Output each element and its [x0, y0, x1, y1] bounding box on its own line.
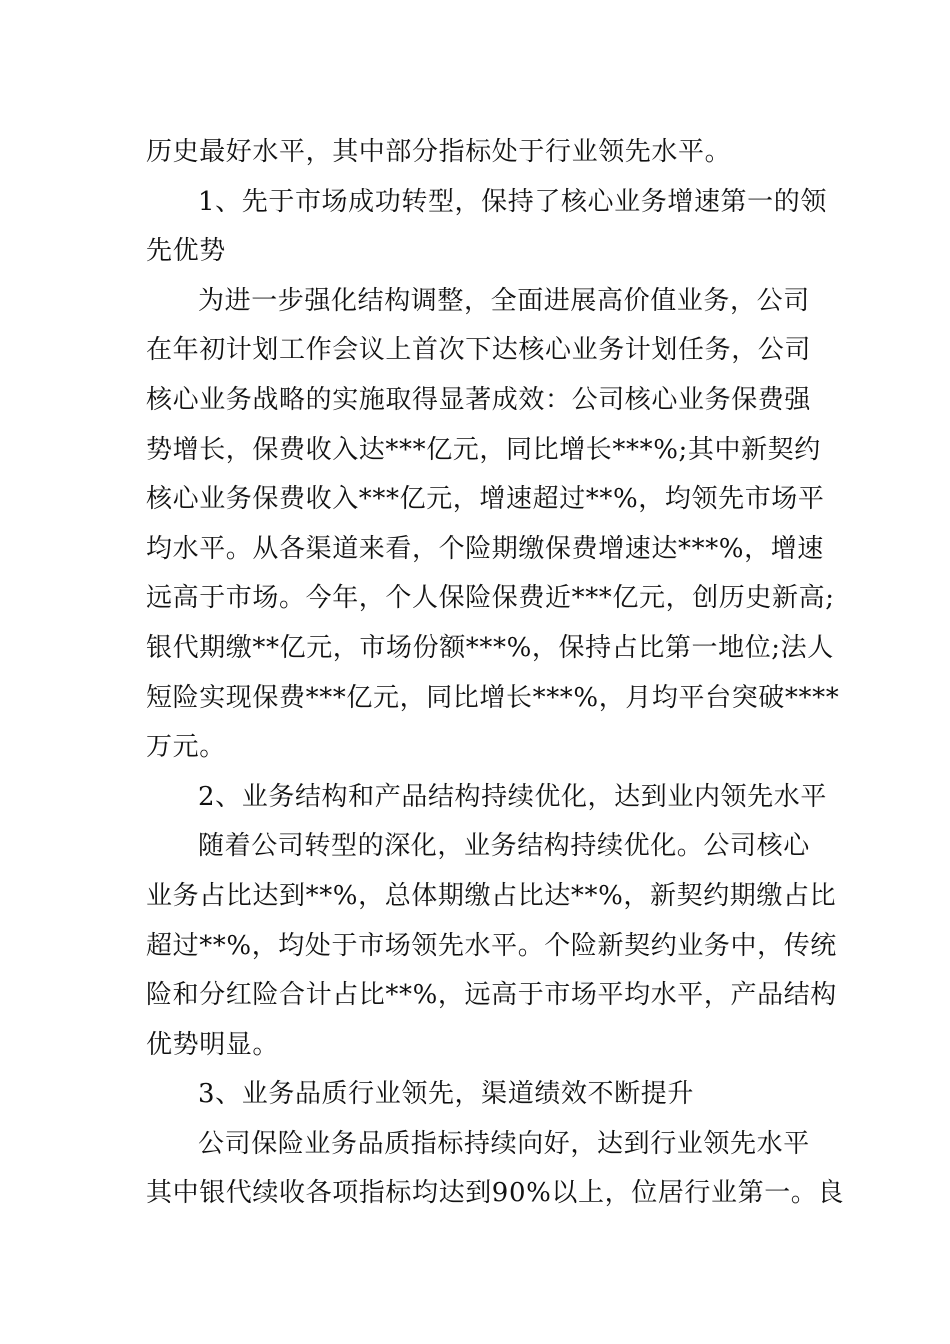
section-heading-1-line: 1、先于市场成功转型，保持了核心业务增速第一的领 [198, 186, 827, 217]
text-line: 历史最好水平，其中部分指标处于行业领先水平。 [146, 137, 732, 167]
paragraph-3-first-line: 公司保险业务品质指标持续向好，达到行业领先水平 [198, 1128, 810, 1159]
text-line: 优势明显。 [146, 1029, 280, 1060]
text-line: 银代期缴**亿元，市场份额***%，保持占比第一地位;法人 [146, 632, 834, 663]
text-line: 万元。 [146, 732, 226, 763]
section-heading-2-line: 2、业务结构和产品结构持续优化，达到业内领先水平 [198, 781, 827, 812]
text-line: 核心业务战略的实施取得显著成效：公司核心业务保费强 [146, 384, 812, 415]
text-line: 势增长，保费收入达***亿元，同比增长***%;其中新契约 [146, 434, 821, 465]
text-line: 短险实现保费***亿元，同比增长***%，月均平台突破**** [146, 682, 840, 713]
text-line: 超过**%，均处于市场领先水平。个险新契约业务中，传统 [146, 930, 837, 961]
text-line: 在年初计划工作会议上首次下达核心业务计划任务，公司 [146, 335, 812, 366]
paragraph-2-first-line: 随着公司转型的深化，业务结构持续优化。公司核心 [198, 831, 810, 862]
section-heading-1-continuation: 先优势 [146, 236, 226, 267]
text-line: 险和分红险合计占比**%，远高于市场平均水平，产品结构 [146, 980, 837, 1011]
paragraph-1-first-line: 为进一步强化结构调整，全面进展高价值业务，公司 [198, 285, 810, 316]
text-line: 均水平。从各渠道来看，个险期缴保费增速达***%，增速 [146, 533, 824, 564]
section-heading-3-line: 3、业务品质行业领先，渠道绩效不断提升 [198, 1079, 694, 1110]
text-line: 业务占比达到**%，总体期缴占比达**%，新契约期缴占比 [146, 880, 837, 911]
text-line: 远高于市场。今年，个人保险保费近***亿元，创历史新高; [146, 583, 835, 614]
text-line: 核心业务保费收入***亿元，增速超过**%，均领先市场平 [146, 484, 825, 515]
document-body [146, 128, 844, 1219]
text-line: 其中银代续收各项指标均达到90%以上，位居行业第一。良 [146, 1178, 844, 1209]
